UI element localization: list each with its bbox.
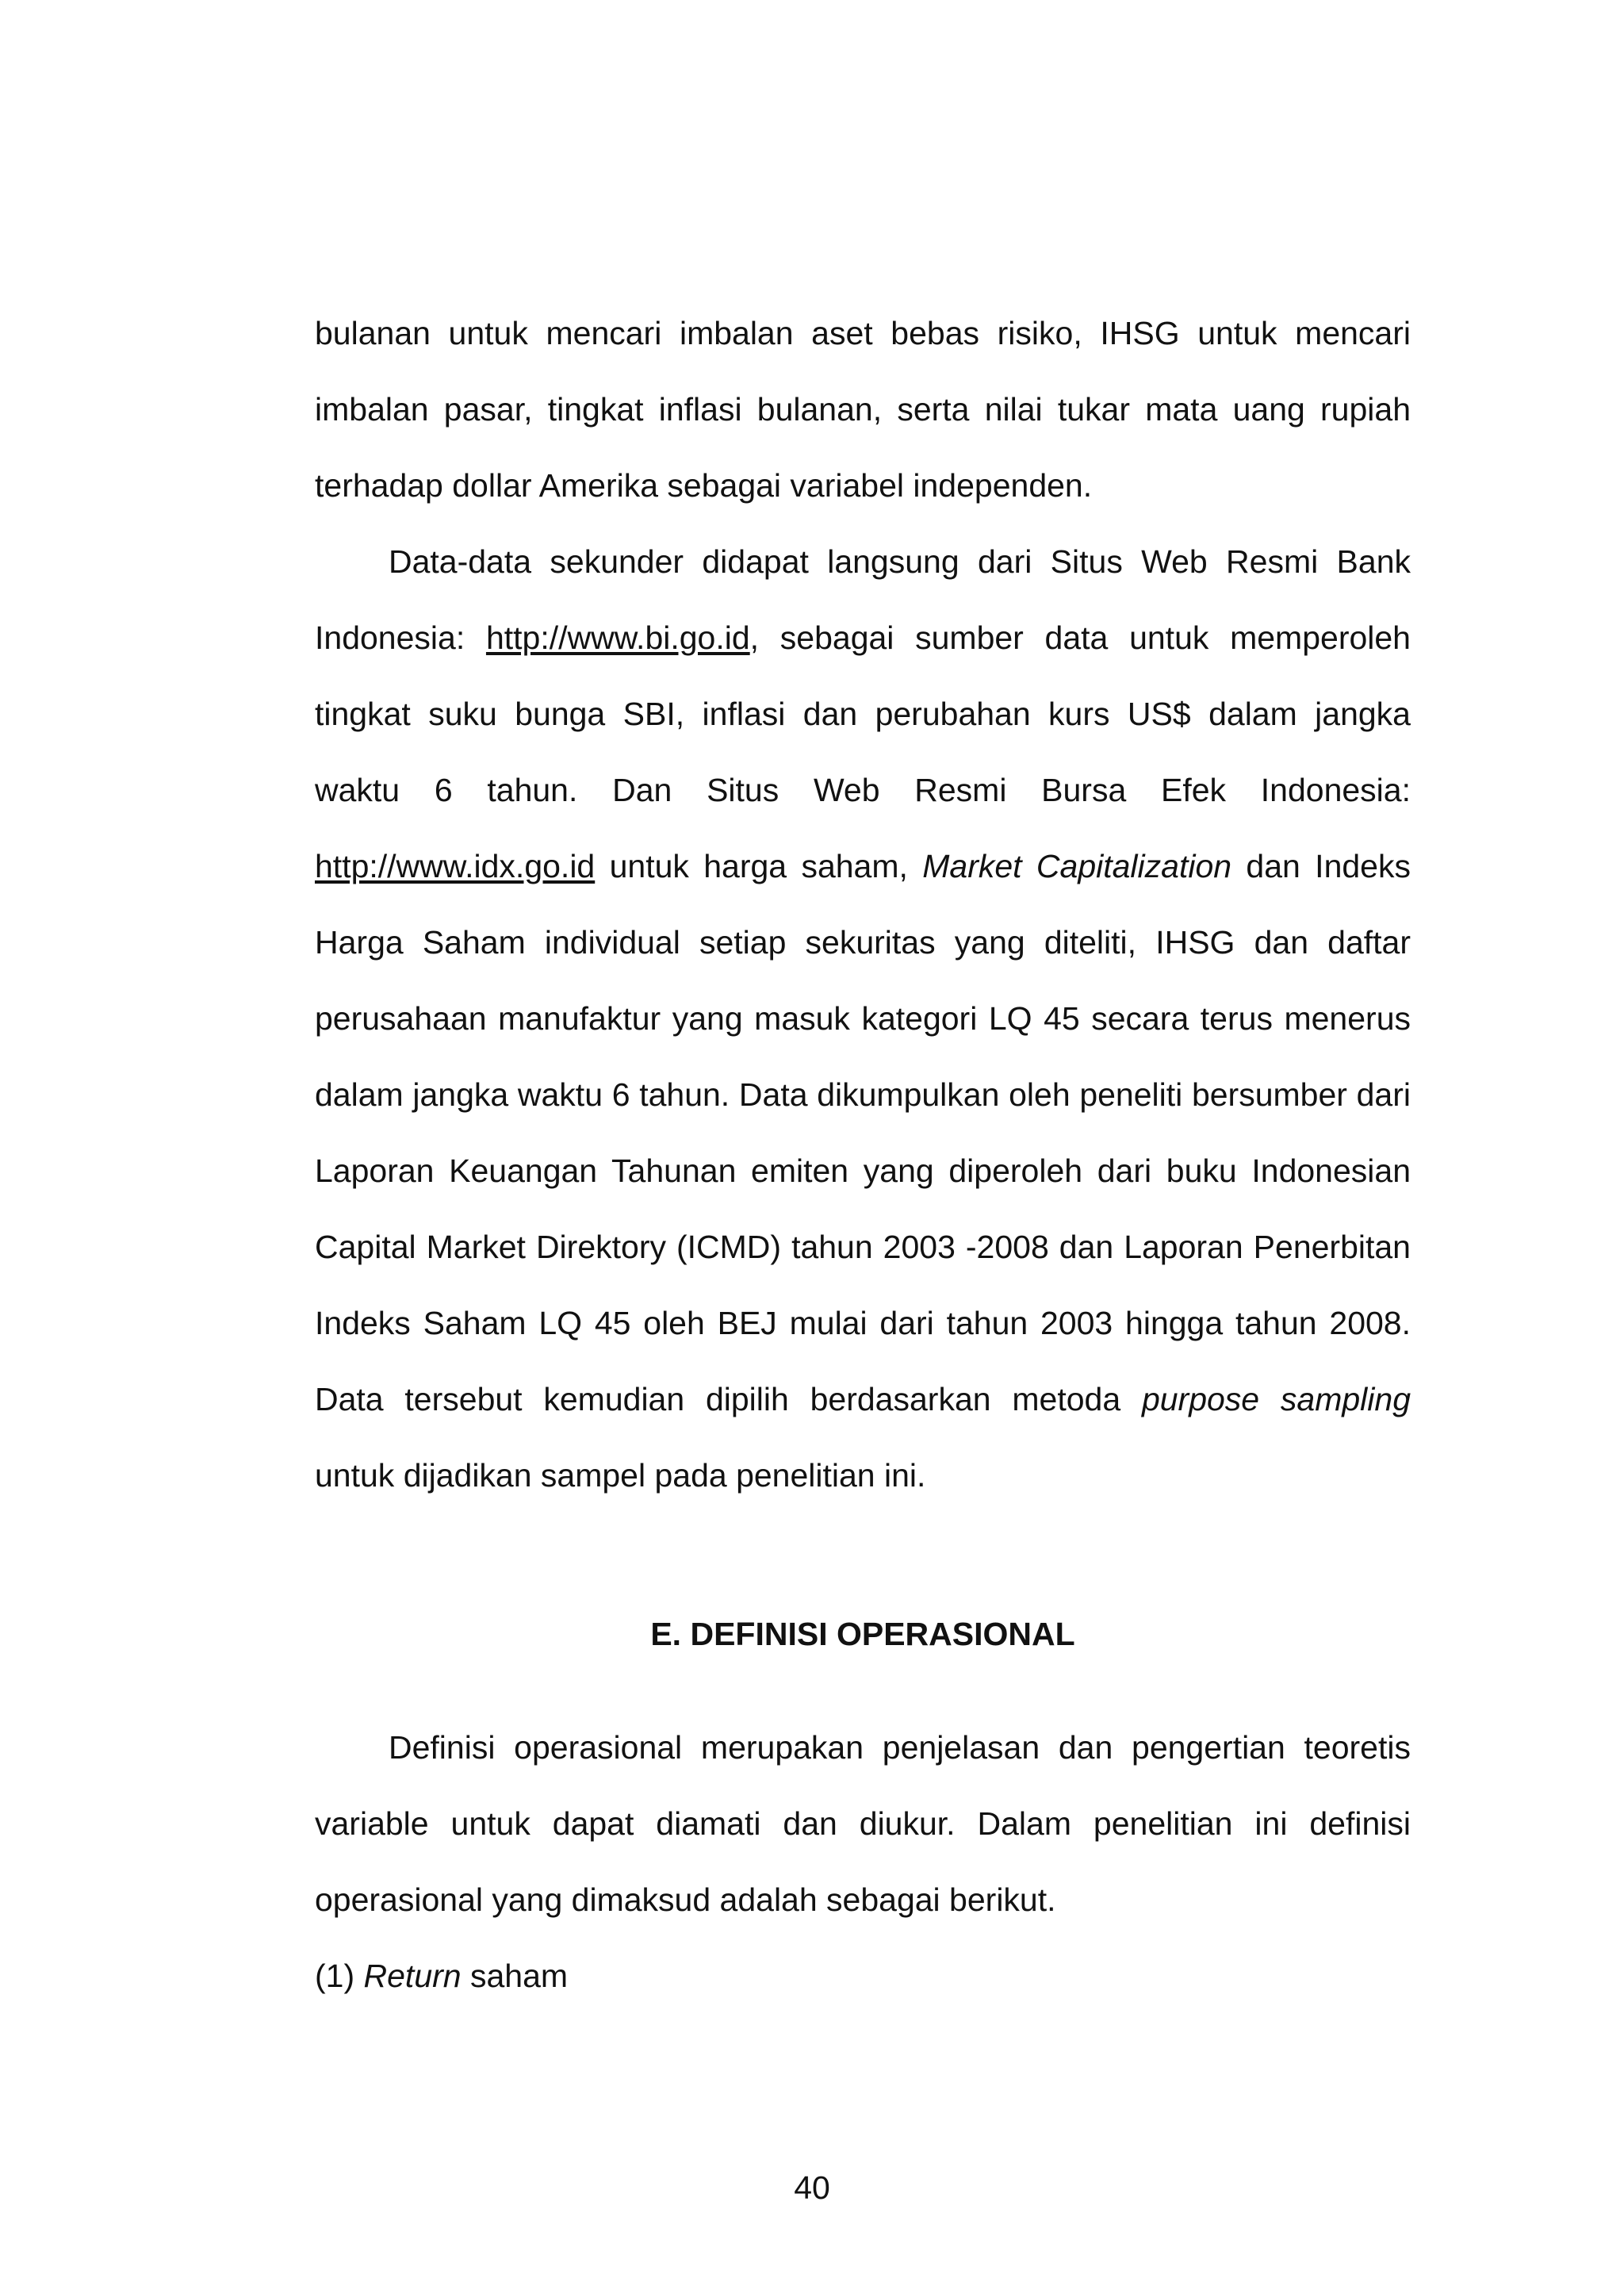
section-heading: E. DEFINISI OPERASIONAL <box>650 1616 1075 1652</box>
italic-term-purpose-sampling: purpose sampling <box>1141 1381 1411 1417</box>
paragraph-definition <box>315 1709 1411 1938</box>
italic-term-return: Return <box>363 1958 462 1994</box>
page-number: 40 <box>794 2169 830 2206</box>
paragraph-data-sources <box>315 524 1411 1513</box>
paragraph-continuation <box>315 295 1411 524</box>
bi-link[interactable]: http://www.bi.go.id <box>485 619 750 656</box>
italic-term-market-capitalization: Market Capitalization <box>922 848 1232 884</box>
paragraph-text: dan Indeks Harga Saham individual setiap sekuritas yang diteliti, IHSG dan daftar perusahaan manufaktur yang masuk kategori LQ 45 secara terus menerus dalam jangka waktu 6 tahun. Data dikumpulkan oleh peneliti bersumber dari Laporan Keuangan Tahunan emiten yang diperoleh dari buku Indonesian Capital Market Direktory (ICMD) tahun 2003 -2008 dan Laporan Penerbitan Indeks Saham LQ 45 oleh BEJ mulai dari tahun 2003 hingga tahun 2008. Data tersebut kemudian dipilih berdasarkan metoda <box>315 848 1411 1417</box>
paragraph-text: untuk dijadikan sampel pada penelitian ini. <box>315 1457 926 1494</box>
list-item-text: saham <box>461 1958 569 1994</box>
list-item-return-saham <box>315 1938 568 2014</box>
paragraph-text: Definisi operasional merupakan penjelasan dan pengertian teoretis variable untuk dapat diamati dan diukur. Dalam penelitian ini definisi operasional yang dimaksud adalah sebagai berikut. <box>315 1729 1411 1918</box>
paragraph-text: , sebagai sumber data untuk memperoleh tingkat suku bunga SBI, inflasi dan perubahan kurs US$ dalam jangka waktu 6 tahun. Dan Situs Web Resmi Bursa Efek Indonesia: <box>315 619 1411 808</box>
paragraph-text: bulanan untuk mencari imbalan aset bebas risiko, IHSG untuk mencari imbalan pasar, tingkat inflasi bulanan, serta nilai tukar mata uang rupiah terhadap dollar Amerika sebagai variabel independen. <box>315 315 1411 504</box>
paragraph-text: untuk harga saham, <box>595 848 923 884</box>
idx-link[interactable]: http://www.idx.go.id <box>315 848 596 884</box>
paragraph-text: Data-data sekunder didapat langsung dari Situs Web Resmi Bank Indonesia: <box>315 543 1411 656</box>
list-number: (1) <box>315 1958 355 1994</box>
